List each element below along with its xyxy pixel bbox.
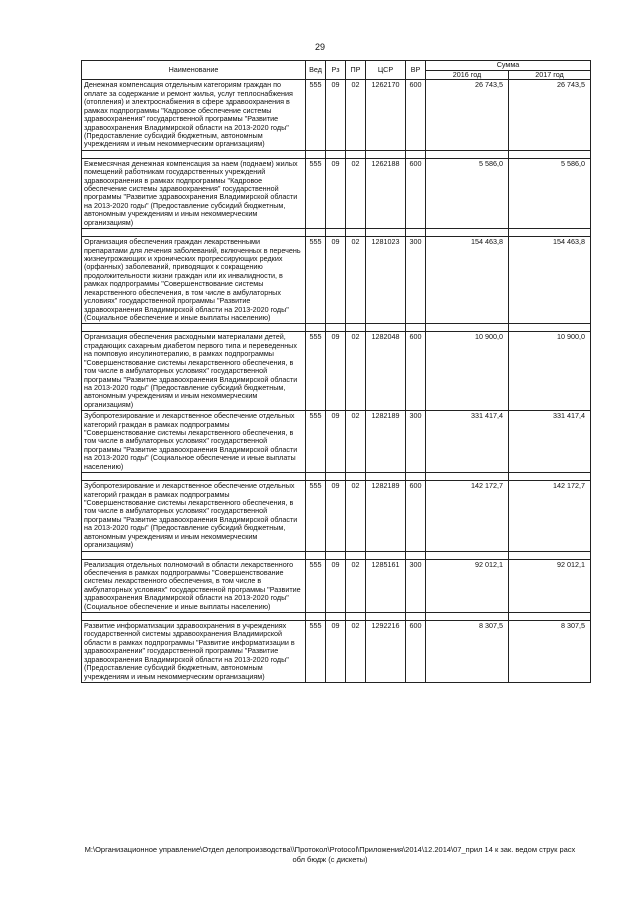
row-ved: 555 [306,80,326,150]
header-name: Наименование [82,61,306,80]
table-row [82,332,591,411]
row-rz: 09 [326,481,346,551]
row-sum-2016: 331 417,4 [426,411,509,473]
row-sum-2016: 154 463,8 [426,237,509,324]
table-row [82,411,591,473]
row-pr: 02 [346,481,366,551]
row-rz: 09 [326,621,346,683]
row-spacer [82,613,591,621]
header-year-2016: 2016 год [426,71,509,80]
row-name: Организация обеспечения граждан лекарственными препаратами для лечения заболеваний, включенных в перечень жизнеугрожающих и хронических прогрессирующих редких (орфанных) заболеваний, приводящих к сокращению продолжительности жизни граждан или их инвалидности, в рамках подпрограммы "Совершенствование системы лекарственного обеспечения, в том числе в амбулаторных условиях" государственной программы "Развитие здравоохранения Владимирской области на 2013-2020 годы" (Социальное обеспечение и иные выплаты населению) [82,237,306,324]
row-pr: 02 [346,237,366,324]
row-ved: 555 [306,411,326,473]
table-row [82,481,591,551]
row-vr: 300 [406,237,426,324]
row-sum-2017: 8 307,5 [509,621,591,683]
header-ved: Вед [306,61,326,80]
table-row [82,80,591,150]
row-sum-2017: 92 012,1 [509,559,591,613]
row-sum-2017: 331 417,4 [509,411,591,473]
row-spacer [82,150,591,158]
row-spacer [82,229,591,237]
row-pr: 02 [346,332,366,411]
row-pr: 02 [346,621,366,683]
row-rz: 09 [326,237,346,324]
row-pr: 02 [346,411,366,473]
row-pr: 02 [346,158,366,228]
row-sum-2016: 142 172,7 [426,481,509,551]
row-sum-2016: 10 900,0 [426,332,509,411]
row-vr: 600 [406,481,426,551]
row-csr: 1281023 [366,237,406,324]
row-rz: 09 [326,158,346,228]
row-name: Ежемесячная денежная компенсация за наем (поднаем) жилых помещений работникам государственных учреждений здравоохранения в рамках подпрограммы "Кадровое обеспечение системы здравоохранения" государственной программы "Развитие здравоохранения Владимирской области на 2013-2020 годы" (Предоставление субсидий бюджетным, автономным учреждениям и иным некоммерческим организациям) [82,158,306,228]
row-ved: 555 [306,621,326,683]
row-vr: 600 [406,80,426,150]
row-pr: 02 [346,80,366,150]
row-ved: 555 [306,158,326,228]
row-csr: 1262188 [366,158,406,228]
row-sum-2016: 5 586,0 [426,158,509,228]
row-csr: 1262170 [366,80,406,150]
header-vr: ВР [406,61,426,80]
header-pr: ПР [346,61,366,80]
row-sum-2016: 92 012,1 [426,559,509,613]
row-rz: 09 [326,411,346,473]
row-name: Денежная компенсация отдельным категориям граждан по оплате за содержание и ремонт жилья, услуг теплоснабжения (отопления) и электроснабжения в сфере здравоохранения в рамках подпрограммы "Кадровое обеспечение системы здравоохранения" государственной программы "Развитие здравоохранения Владимирской области на 2013-2020 годы" (Предоставление субсидий бюджетным, автономным учреждениям и иным некоммерческим организациям) [82,80,306,150]
footer-line-2: обл бюдж (с дискеты) [292,854,368,864]
row-spacer [82,324,591,332]
row-name: Организация обеспечения расходными материалами детей, страдающих сахарным диабетом первого типа и переведенных на помповую инсулинотерапию, в рамках подпрограммы "Совершенствование системы лекарственного обеспечения, в том числе в амбулаторных условиях" государственной программы "Развитие здравоохранения Владимирской области на 2013-2020 годы" (Предоставление субсидий бюджетным, автономным учреждениям и иным некоммерческим организациям) [82,332,306,411]
row-name: Зубопротезирование и лекарственное обеспечение отдельных категорий граждан в рамках подпрограммы "Совершенствование системы лекарственного обеспечения, в том числе в амбулаторных условиях" государственной программы "Развитие здравоохранения Владимирской области на 2013-2020 годы" (Предоставление субсидий бюджетным, автономным учреждениям и иным некоммерческим организациям) [82,481,306,551]
header-year-2017: 2017 год [509,71,591,80]
row-name: Реализация отдельных полномочий в области лекарственного обеспечения в рамках подпрограммы "Совершенствование системы лекарственного обеспечения, в том числе в амбулаторных условиях" государственной программы "Развитие здравоохранения Владимирской области на 2013-2020 годы" (Социальное обеспечение и иные выплаты населению) [82,559,306,613]
row-sum-2016: 8 307,5 [426,621,509,683]
row-spacer [82,551,591,559]
row-rz: 09 [326,80,346,150]
row-vr: 600 [406,332,426,411]
row-sum-2017: 154 463,8 [509,237,591,324]
row-name: Зубопротезирование и лекарственное обеспечение отдельных категорий граждан в рамках подпрограммы "Совершенствование системы лекарственного обеспечения, в том числе в амбулаторных условиях" государственной программы "Развитие здравоохранения Владимирской области на 2013-2020 годы" (Социальное обеспечение и иные выплаты населению) [82,411,306,473]
page-number: 29 [314,42,325,52]
row-vr: 600 [406,621,426,683]
row-sum-2017: 10 900,0 [509,332,591,411]
header-rz: Рз [326,61,346,80]
row-rz: 09 [326,559,346,613]
row-csr: 1285161 [366,559,406,613]
row-ved: 555 [306,237,326,324]
row-ved: 555 [306,332,326,411]
row-vr: 600 [406,158,426,228]
row-ved: 555 [306,481,326,551]
table-row [82,237,591,324]
row-spacer [82,473,591,481]
row-vr: 300 [406,411,426,473]
header-sum: Сумма [426,61,591,71]
row-csr: 1292216 [366,621,406,683]
table-row [82,158,591,228]
row-vr: 300 [406,559,426,613]
row-sum-2017: 5 586,0 [509,158,591,228]
table-row [82,559,591,613]
row-sum-2017: 142 172,7 [509,481,591,551]
row-sum-2016: 26 743,5 [426,80,509,150]
file-path-footer [60,845,600,865]
footer-line-1: M:\Организационное управление\Отдел делопроизводства\\Протокол\Protocol\Приложения\2014\12.2014\07_прил 14 к зак. ведом струк расх [84,845,576,854]
row-name: Развитие информатизации здравоохранения в учреждениях государственной системы здравоохранения Владимирской области в рамках подпрограммы "Развитие информатизации в здравоохранении" государственной программы "Развитие здравоохранения Владимирской области на 2013-2020 годы" (Предоставление субсидий бюджетным, автономным учреждениям и иным некоммерческим организациям) [82,621,306,683]
row-pr: 02 [346,559,366,613]
header-csr: ЦСР [366,61,406,80]
row-csr: 1282189 [366,481,406,551]
budget-table [81,60,591,683]
row-csr: 1282189 [366,411,406,473]
row-ved: 555 [306,559,326,613]
row-csr: 1282048 [366,332,406,411]
table-row [82,621,591,683]
row-rz: 09 [326,332,346,411]
row-sum-2017: 26 743,5 [509,80,591,150]
